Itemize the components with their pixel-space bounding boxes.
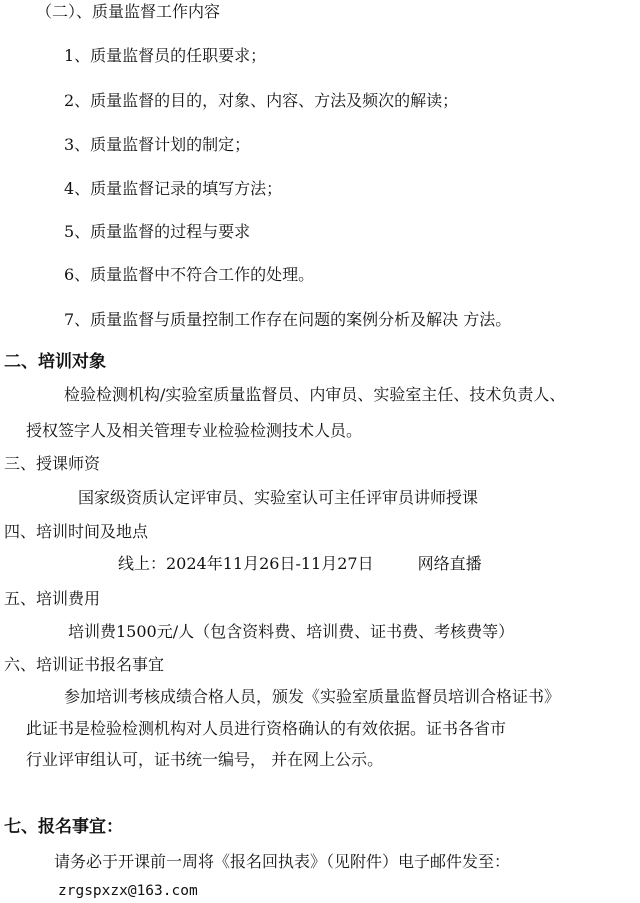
- content-item-2: 2、质量监督的目的，对象、内容、方法及频次的解读；: [64, 91, 459, 110]
- section6-line-3: 行业评审组认可，证书统一编号， 并在网上公示。: [26, 750, 384, 769]
- content-item-4: 4、质量监督记录的填写方法；: [64, 179, 283, 198]
- section6-line-1: 参加培训考核成绩合格人员，颁发《实验室质量监督员培训合格证书》: [64, 687, 561, 706]
- section6-heading: 六、培训证书报名事宜: [4, 655, 165, 674]
- section3-text: 国家级资质认定评审员、实验室认可主任评审员讲师授课: [78, 488, 479, 507]
- section2-line-1: 检验检测机构/实验室质量监督员、内审员、实验室主任、技术负责人、: [64, 385, 566, 404]
- content-item-7: 7、质量监督与质量控制工作存在问题的案例分析及解决 方法。: [64, 310, 512, 329]
- section4-time: 线上：2024年11月26日-11月27日: [118, 554, 374, 573]
- content-item-6: 6、质量监督中不符合工作的处理。: [64, 265, 315, 284]
- content-item-5: 5、质量监督的过程与要求: [64, 222, 251, 241]
- content-item-1: 1、质量监督员的任职要求；: [64, 46, 267, 65]
- section2-heading: 二、培训对象: [4, 352, 106, 372]
- section6-line-2: 此证书是检验检测机构对人员进行资格确认的有效依据。证书各省市: [26, 719, 507, 738]
- content-section-heading: （二）、质量监督工作内容: [36, 2, 221, 21]
- section2-line-2: 授权签字人及相关管理专业检验检测技术人员。: [26, 421, 363, 440]
- section5-heading: 五、培训费用: [4, 589, 101, 608]
- section3-heading: 三、授课师资: [4, 454, 101, 473]
- section4-heading: 四、培训时间及地点: [4, 522, 149, 541]
- section7-heading: 七、报名事宜：: [4, 817, 123, 837]
- content-item-3: 3、质量监督计划的制定；: [64, 135, 251, 154]
- section4-place: 网络直播: [417, 554, 482, 573]
- section7-text: 请务必于开课前一周将《报名回执表》（见附件）电子邮件发至：: [54, 852, 511, 871]
- section5-text: 培训费1500元/人（包含资料费、培训费、证书费、考核费等）: [68, 622, 515, 641]
- contact-email[interactable]: zrgspxzx@163.com: [58, 883, 198, 899]
- section4-time-place: [118, 553, 482, 575]
